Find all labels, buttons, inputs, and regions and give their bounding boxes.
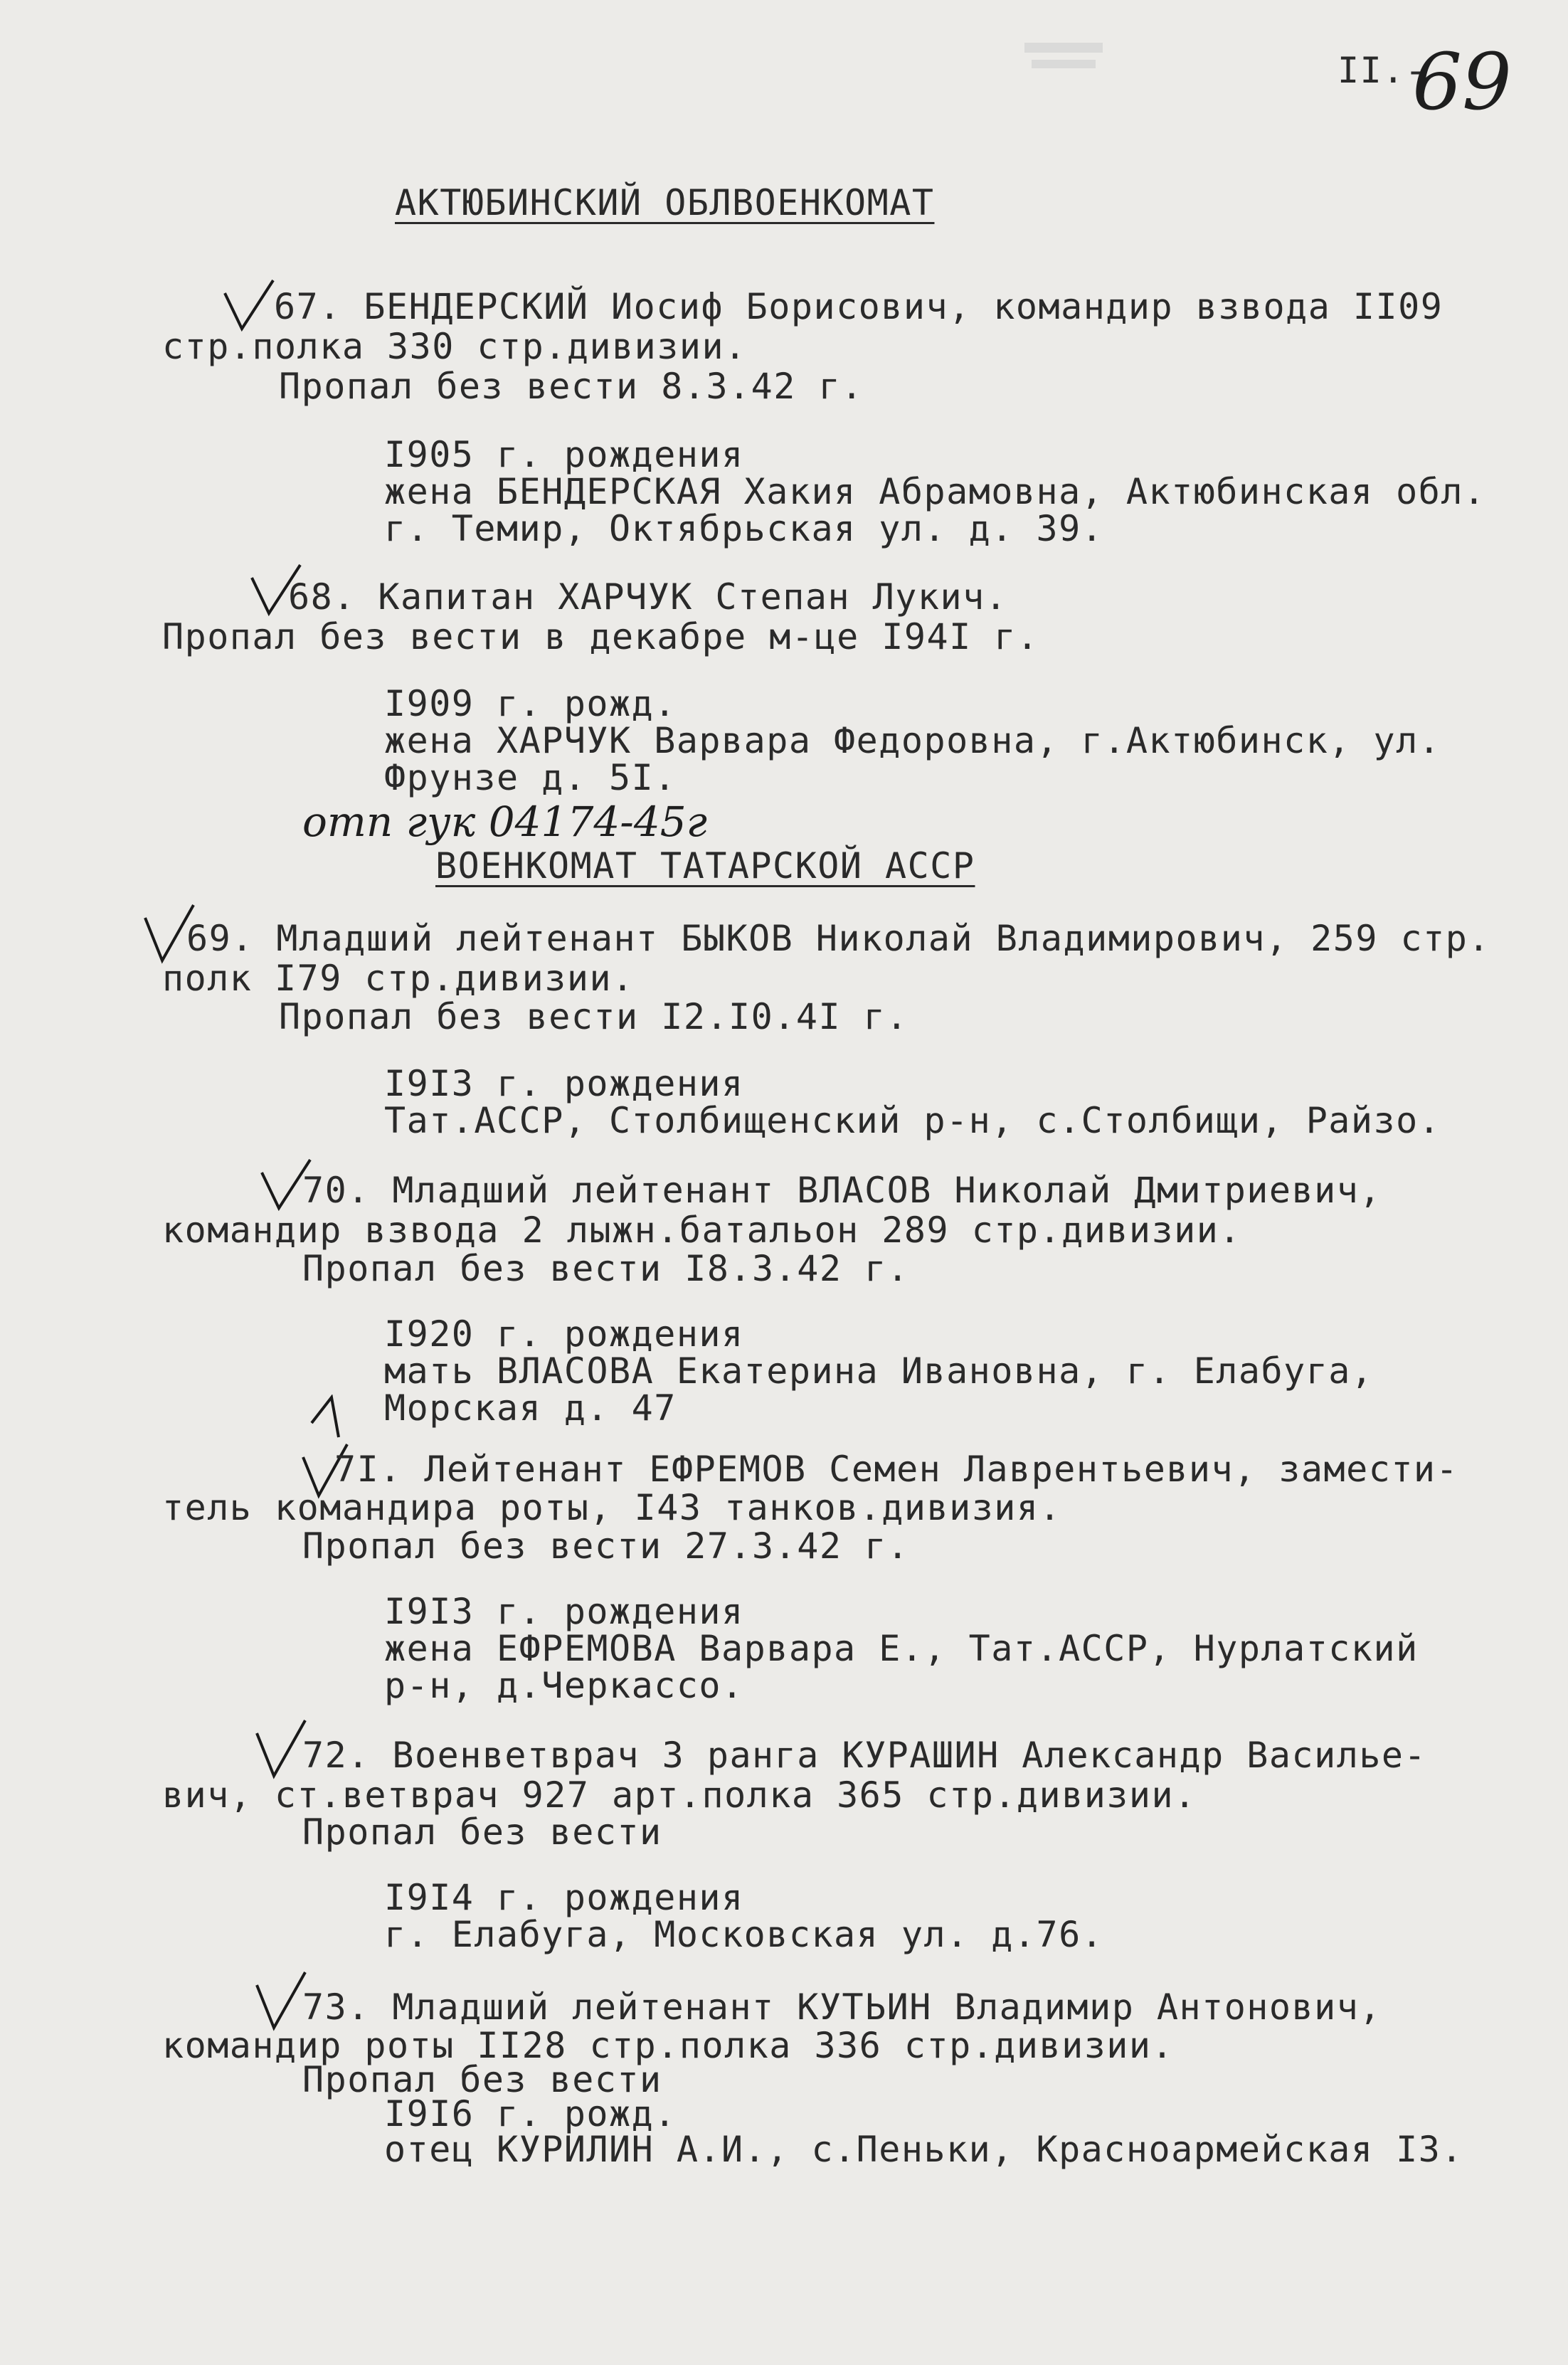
entry-detail: Тат.АССР, Столбищенский р-н, с.Столбищи, Райзо. [384, 1100, 1441, 1141]
entry-line: Пропал без вести I8.3.42 г. [302, 1248, 910, 1289]
entry-detail: жена БЕНДЕРСКАЯ Хакия Абрамовна, Актюбинская обл. [384, 471, 1486, 512]
entry-detail: I905 г. рождения [384, 434, 744, 475]
entry-line: 7I. Лейтенант ЕФРЕМОВ Семен Лаврентьевич, замести- [334, 1449, 1459, 1490]
page-number-typed: II.- [1337, 50, 1428, 91]
entry-detail: I920 г. рождения [384, 1313, 744, 1355]
entry-line: вич, ст.ветврач 927 арт.полка 365 стр.дивизии. [162, 1774, 1197, 1816]
entry-detail: отец КУРИЛИН А.И., с.Пеньки, Красноармейская I3. [384, 2129, 1463, 2170]
entry-line: Пропал без вести I2.I0.4I г. [279, 996, 909, 1037]
entry-detail: Фрунзе д. 5I. [384, 757, 677, 798]
section-header: АКТЮБИНСКИЙ ОБЛВОЕНКОМАТ [395, 182, 935, 223]
entry-detail: I9I6 г. рожд. [384, 2093, 677, 2134]
entry-line: тель командира роты, I43 танков.дивизия. [162, 1487, 1062, 1528]
entry-line: Пропал без вести 27.3.42 г. [302, 1525, 910, 1567]
entry-detail: жена ХАРЧУК Варвара Федоровна, г.Актюбинск, ул. [384, 720, 1441, 761]
entry-detail: Морская д. 47 [384, 1387, 677, 1429]
entry-line: командир взвода 2 лыжн.батальон 289 стр.дивизии. [162, 1210, 1241, 1251]
entry-line: Пропал без вести в декабре м-це I94I г. [162, 616, 1039, 657]
entry-detail: жена ЕФРЕМОВА Варвара Е., Тат.АССР, Нурлатский [384, 1628, 1419, 1669]
entry-detail: г. Темир, Октябрьская ул. д. 39. [384, 508, 1104, 549]
ink-smudge [1024, 43, 1103, 53]
entry-line: стр.полка 330 стр.дивизии. [162, 326, 747, 367]
entry-detail: I9I4 г. рождения [384, 1877, 744, 1918]
entry-detail: I9I3 г. рождения [384, 1591, 744, 1632]
entry-line: 70. Младший лейтенант ВЛАСОВ Николай Дмитриевич, [302, 1170, 1382, 1211]
entry-line: Пропал без вести [302, 2059, 662, 2100]
handwritten-note: отп гук 04174-45г [302, 798, 707, 846]
check-mark-icon [253, 1718, 309, 1782]
entry-line: командир роты II28 стр.полка 336 стр.дивизии. [162, 2025, 1175, 2066]
page-number-handwritten: 69 [1412, 36, 1512, 127]
entry-detail: г. Елабуга, Московская ул. д.76. [384, 1914, 1104, 1955]
entry-line: 68. Капитан ХАРЧУК Степан Лукич. [288, 576, 1008, 618]
entry-detail: I9I3 г. рождения [384, 1063, 744, 1104]
ink-smudge [1032, 60, 1096, 68]
entry-detail: I909 г. рожд. [384, 683, 677, 724]
entry-line: 67. БЕНДЕРСКИЙ Иосиф Борисович, командир взвода II09 [274, 286, 1443, 327]
entry-line: Пропал без вести [302, 1811, 662, 1853]
entry-detail: р-н, д.Черкассо. [384, 1665, 744, 1706]
entry-line: Пропал без вести 8.3.42 г. [279, 366, 864, 407]
entry-line: полк I79 стр.дивизии. [162, 958, 635, 999]
section-header: ВОЕНКОМАТ ТАТАРСКОЙ АССР [435, 845, 975, 887]
entry-line: 69. Младший лейтенант БЫКОВ Николай Владимирович, 259 стр. [186, 918, 1490, 959]
entry-line: 72. Военветврач 3 ранга КУРАШИН Александр Васильe- [302, 1735, 1427, 1776]
check-mark-icon [253, 1969, 309, 2033]
entry-line: 73. Младший лейтенант КУТЬИН Владимир Антонович, [302, 1986, 1382, 2028]
entry-detail: мать ВЛАСОВА Екатерина Ивановна, г. Елабуга, [384, 1350, 1374, 1392]
